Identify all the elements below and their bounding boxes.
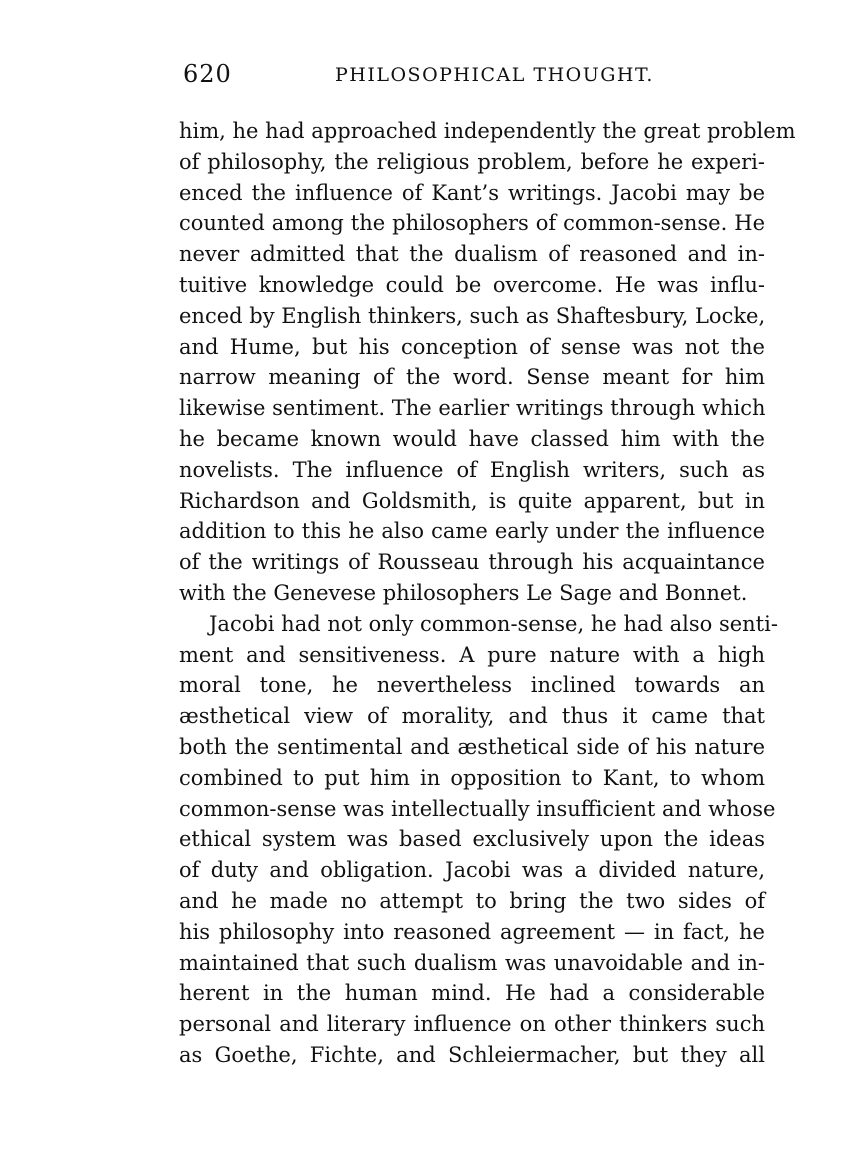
text-line: Richardson and Goldsmith, is quite apparent, but in <box>179 488 765 513</box>
text-line: of duty and obligation. Jacobi was a divided nature, <box>179 858 765 883</box>
text-line: of the writings of Rousseau through his acquaintance <box>179 550 765 575</box>
body-text <box>179 116 796 1071</box>
text-line: as Goethe, Fichte, and Schleiermacher, but they all <box>179 1042 765 1067</box>
text-line: he became known would have classed him with the <box>179 426 765 451</box>
text-line: him, he had approached independently the great problem <box>179 119 796 143</box>
text-line: ment and sensitiveness. A pure nature with a high <box>179 642 765 667</box>
text-line: moral tone, he nevertheless inclined towards an <box>179 673 765 698</box>
text-line: with the Genevese philosophers Le Sage and Bonnet. <box>179 580 748 605</box>
text-line: Jacobi had not only common-sense, he had also senti- <box>209 611 778 636</box>
text-line: narrow meaning of the word. Sense meant for him <box>179 365 765 390</box>
text-line: both the sentimental and æsthetical side of his nature <box>179 734 765 759</box>
text-line: never admitted that the dualism of reasoned and in- <box>179 242 765 267</box>
text-line: his philosophy into reasoned agreement — in fact, he <box>179 919 765 944</box>
text-line: common-sense was intellectually insufficient and whose <box>179 796 776 821</box>
text-line: tuitive knowledge could be overcome. He was influ- <box>179 272 765 297</box>
text-line: of philosophy, the religious problem, before he experi- <box>179 149 765 174</box>
running-title: PHILOSOPHICAL THOUGHT. <box>335 64 654 86</box>
text-line: and Hume, but his conception of sense was not the <box>179 334 765 359</box>
text-line: enced the influence of Kant’s writings. Jacobi may be <box>179 180 765 205</box>
text-line: herent in the human mind. He had a considerable <box>179 981 765 1006</box>
page-number: 620 <box>183 60 232 88</box>
text-line: personal and literary influence on other thinkers such <box>179 1012 765 1037</box>
text-line: enced by English thinkers, such as Shaftesbury, Locke, <box>179 303 766 328</box>
running-head <box>183 60 773 92</box>
text-line: ethical system was based exclusively upon the ideas <box>179 827 765 852</box>
text-line: novelists. The influence of English writers, such as <box>179 457 765 482</box>
text-line: maintained that such dualism was unavoidable and in- <box>179 950 765 975</box>
text-line: æsthetical view of morality, and thus it came that <box>179 704 765 729</box>
text-line: counted among the philosophers of common-sense. He <box>179 211 765 236</box>
text-line: and he made no attempt to bring the two sides of <box>179 888 765 913</box>
text-line: combined to put him in opposition to Kant, to whom <box>179 765 765 790</box>
text-line: likewise sentiment. The earlier writings through which <box>179 396 766 421</box>
text-line: addition to this he also came early under the influence <box>179 519 765 544</box>
